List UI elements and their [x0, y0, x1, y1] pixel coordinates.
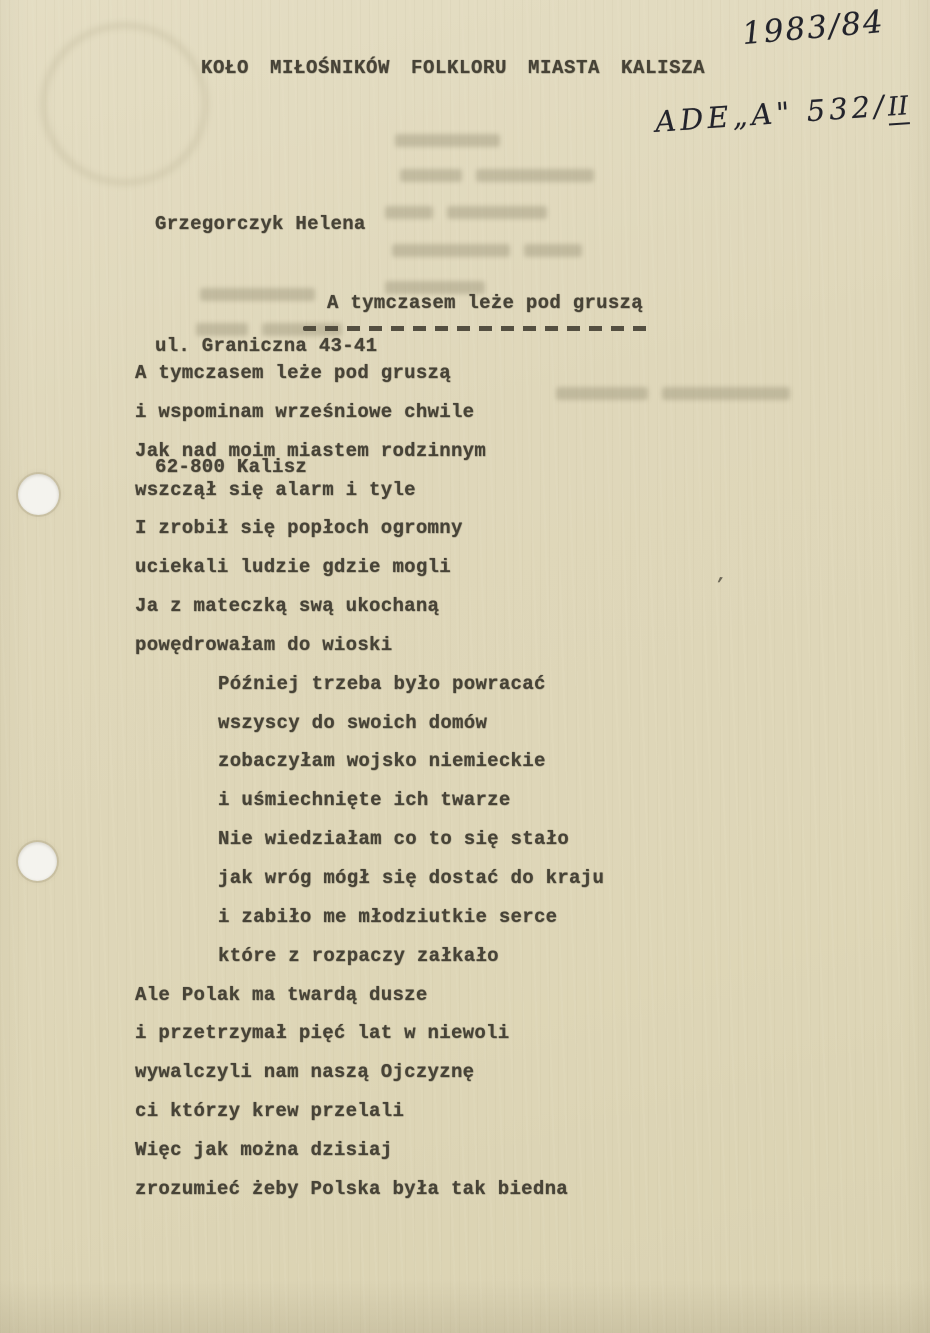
poem-line: Ale Polak ma twardą dusze	[135, 983, 428, 1006]
stray-ink-mark: ’	[712, 575, 727, 597]
author-postal-city: 62-800 Kalisz	[155, 456, 308, 478]
title-dashed-underline	[303, 326, 655, 331]
poem-line: ci którzy krew przelali	[135, 1100, 405, 1123]
archive-ref-prefix: ADE„A" 532/	[654, 88, 889, 139]
ghost-text-line	[395, 134, 500, 149]
poem-line: które z rozpaczy załkało	[218, 944, 499, 967]
ghost-text-line	[385, 206, 547, 221]
author-name: Grzegorczyk Helena	[155, 213, 366, 235]
poem-line: I zrobił się popłoch ogromny	[135, 517, 463, 540]
poem-line: Więc jak można dzisiaj	[135, 1138, 393, 1161]
punch-hole-top	[18, 474, 59, 515]
handwritten-archive-reference	[654, 87, 910, 142]
poem-line: i uśmiechnięte ich twarze	[218, 789, 511, 812]
poem-line: Później trzeba było powracać	[218, 672, 546, 695]
archive-ref-roman-numeral: II	[887, 91, 910, 125]
poem-line: Ja z mateczką swą ukochaną	[135, 595, 440, 618]
handwritten-year-annotation: 1983/84	[740, 3, 887, 53]
poem-line: Jak nad moim miastem rodzinnym	[135, 439, 487, 462]
poem-title: A tymczasem leże pod gruszą	[327, 292, 643, 314]
poem-body	[135, 354, 604, 1209]
poem-line: wywalczyli nam naszą Ojczyznę	[135, 1061, 475, 1084]
ghost-text-line	[392, 244, 582, 259]
poem-line: powędrowałam do wioski	[135, 633, 393, 656]
organization-header: KOŁO MIŁOŚNIKÓW FOLKLORU MIASTA KALISZA	[201, 57, 706, 79]
poem-line: zrozumieć żeby Polska była tak biedna	[135, 1177, 568, 1200]
poem-line: Nie wiedziałam co to się stało	[218, 828, 570, 851]
author-street: ul. Graniczna 43-41	[155, 334, 378, 357]
ghost-text-line	[400, 169, 594, 184]
poem-line: jak wróg mógł się dostać do kraju	[218, 866, 605, 889]
poem-line: wszyscy do swoich domów	[218, 711, 488, 734]
poem-line: zobaczyłam wojsko niemieckie	[218, 750, 546, 773]
poem-line: A tymczasem leże pod gruszą	[135, 362, 451, 384]
poem-line: i przetrzymał pięć lat w niewoli	[135, 1022, 510, 1045]
poem-line: i zabiło me młodziutkie serce	[218, 905, 558, 928]
poem-line: uciekali ludzie gdzie mogli	[135, 556, 451, 579]
punch-hole-bottom	[18, 842, 57, 881]
poem-line: wszczął się alarm i tyle	[135, 478, 416, 501]
poem-line: i wspominam wrześniowe chwile	[135, 400, 475, 423]
